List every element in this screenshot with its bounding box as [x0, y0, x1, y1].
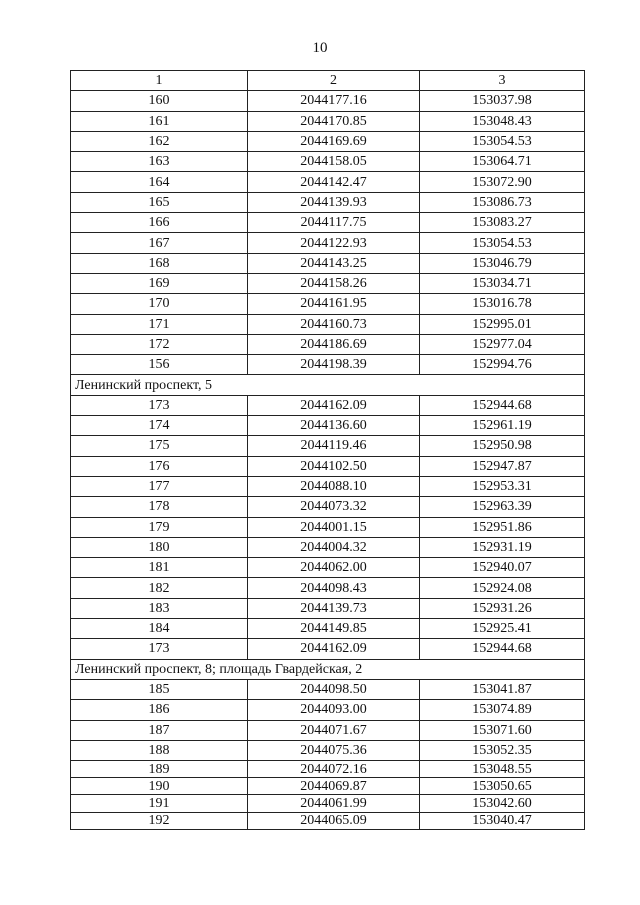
x-coordinate-cell: 2044102.50 — [248, 456, 420, 476]
y-coordinate-cell: 153064.71 — [420, 152, 585, 172]
point-number-cell: 173 — [71, 639, 248, 659]
point-number-cell: 189 — [71, 761, 248, 778]
table-row — [71, 294, 585, 314]
y-coordinate-cell: 152944.68 — [420, 639, 585, 659]
x-coordinate-cell: 2044098.50 — [248, 679, 420, 699]
x-coordinate-cell: 2044198.39 — [248, 355, 420, 375]
point-number-cell: 188 — [71, 740, 248, 760]
table-row — [71, 131, 585, 151]
y-coordinate-cell: 153040.47 — [420, 812, 585, 829]
y-coordinate-cell: 153054.53 — [420, 131, 585, 151]
table-row — [71, 416, 585, 436]
section-title-row — [71, 375, 585, 395]
point-number-cell: 180 — [71, 537, 248, 557]
table-header-row — [71, 71, 585, 91]
y-coordinate-cell: 152931.19 — [420, 537, 585, 557]
point-number-cell: 165 — [71, 192, 248, 212]
x-coordinate-cell: 2044071.67 — [248, 720, 420, 740]
point-number-cell: 160 — [71, 91, 248, 111]
x-coordinate-cell: 2044170.85 — [248, 111, 420, 131]
point-number-cell: 161 — [71, 111, 248, 131]
y-coordinate-cell: 153034.71 — [420, 273, 585, 293]
point-number-cell: 182 — [71, 578, 248, 598]
x-coordinate-cell: 2044186.69 — [248, 334, 420, 354]
y-coordinate-cell: 153083.27 — [420, 213, 585, 233]
point-number-cell: 172 — [71, 334, 248, 354]
table-row — [71, 578, 585, 598]
y-coordinate-cell: 152963.39 — [420, 497, 585, 517]
x-coordinate-cell: 2044065.09 — [248, 812, 420, 829]
table-row — [71, 273, 585, 293]
x-coordinate-cell: 2044162.09 — [248, 639, 420, 659]
y-coordinate-cell: 152947.87 — [420, 456, 585, 476]
x-coordinate-cell: 2044093.00 — [248, 700, 420, 720]
table-row — [71, 111, 585, 131]
column-header: 3 — [420, 71, 585, 91]
x-coordinate-cell: 2044158.05 — [248, 152, 420, 172]
y-coordinate-cell: 152994.76 — [420, 355, 585, 375]
point-number-cell: 192 — [71, 812, 248, 829]
y-coordinate-cell: 153042.60 — [420, 795, 585, 812]
table-row — [71, 619, 585, 639]
point-number-cell: 170 — [71, 294, 248, 314]
table-row — [71, 778, 585, 795]
y-coordinate-cell: 152950.98 — [420, 436, 585, 456]
point-number-cell: 184 — [71, 619, 248, 639]
x-coordinate-cell: 2044177.16 — [248, 91, 420, 111]
table-row — [71, 395, 585, 415]
y-coordinate-cell: 152931.26 — [420, 598, 585, 618]
table-row — [71, 192, 585, 212]
table-row — [71, 152, 585, 172]
x-coordinate-cell: 2044136.60 — [248, 416, 420, 436]
y-coordinate-cell: 153074.89 — [420, 700, 585, 720]
x-coordinate-cell: 2044143.25 — [248, 253, 420, 273]
x-coordinate-cell: 2044073.32 — [248, 497, 420, 517]
table-row — [71, 334, 585, 354]
y-coordinate-cell: 153086.73 — [420, 192, 585, 212]
y-coordinate-cell: 152925.41 — [420, 619, 585, 639]
x-coordinate-cell: 2044075.36 — [248, 740, 420, 760]
y-coordinate-cell: 153072.90 — [420, 172, 585, 192]
y-coordinate-cell: 153048.55 — [420, 761, 585, 778]
y-coordinate-cell: 152951.86 — [420, 517, 585, 537]
y-coordinate-cell: 153046.79 — [420, 253, 585, 273]
y-coordinate-cell: 153016.78 — [420, 294, 585, 314]
point-number-cell: 174 — [71, 416, 248, 436]
table-row — [71, 537, 585, 557]
y-coordinate-cell: 153041.87 — [420, 679, 585, 699]
point-number-cell: 164 — [71, 172, 248, 192]
x-coordinate-cell: 2044001.15 — [248, 517, 420, 537]
table-row — [71, 91, 585, 111]
page-number: 10 — [312, 40, 328, 56]
y-coordinate-cell: 152944.68 — [420, 395, 585, 415]
y-coordinate-cell: 153048.43 — [420, 111, 585, 131]
table-row — [71, 679, 585, 699]
point-number-cell: 187 — [71, 720, 248, 740]
table-row — [71, 233, 585, 253]
point-number-cell: 167 — [71, 233, 248, 253]
point-number-cell: 169 — [71, 273, 248, 293]
x-coordinate-cell: 2044098.43 — [248, 578, 420, 598]
table-row — [71, 639, 585, 659]
table-row — [71, 172, 585, 192]
x-coordinate-cell: 2044119.46 — [248, 436, 420, 456]
table-row — [71, 253, 585, 273]
table-row — [71, 740, 585, 760]
point-number-cell: 171 — [71, 314, 248, 334]
table-row — [71, 476, 585, 496]
y-coordinate-cell: 153052.35 — [420, 740, 585, 760]
point-number-cell: 185 — [71, 679, 248, 699]
x-coordinate-cell: 2044088.10 — [248, 476, 420, 496]
table-row — [71, 700, 585, 720]
x-coordinate-cell: 2044160.73 — [248, 314, 420, 334]
x-coordinate-cell: 2044162.09 — [248, 395, 420, 415]
point-number-cell: 175 — [71, 436, 248, 456]
point-number-cell: 191 — [71, 795, 248, 812]
x-coordinate-cell: 2044072.16 — [248, 761, 420, 778]
point-number-cell: 178 — [71, 497, 248, 517]
table-row — [71, 720, 585, 740]
table-row — [71, 517, 585, 537]
x-coordinate-cell: 2044122.93 — [248, 233, 420, 253]
point-number-cell: 190 — [71, 778, 248, 795]
y-coordinate-cell: 152953.31 — [420, 476, 585, 496]
table-row — [71, 598, 585, 618]
y-coordinate-cell: 152940.07 — [420, 558, 585, 578]
y-coordinate-cell: 152977.04 — [420, 334, 585, 354]
table-row — [71, 812, 585, 829]
y-coordinate-cell: 152961.19 — [420, 416, 585, 436]
x-coordinate-cell: 2044139.73 — [248, 598, 420, 618]
y-coordinate-cell: 152924.08 — [420, 578, 585, 598]
y-coordinate-cell: 153054.53 — [420, 233, 585, 253]
table-row — [71, 558, 585, 578]
x-coordinate-cell: 2044142.47 — [248, 172, 420, 192]
x-coordinate-cell: 2044117.75 — [248, 213, 420, 233]
x-coordinate-cell: 2044169.69 — [248, 131, 420, 151]
x-coordinate-cell: 2044139.93 — [248, 192, 420, 212]
section-title-row — [71, 659, 585, 679]
table-row — [71, 355, 585, 375]
section-title: Ленинский проспект, 8; площадь Гвардейская, 2 — [71, 659, 585, 679]
section-title: Ленинский проспект, 5 — [71, 375, 585, 395]
x-coordinate-cell: 2044062.00 — [248, 558, 420, 578]
table-row — [71, 213, 585, 233]
table-row — [71, 456, 585, 476]
x-coordinate-cell: 2044161.95 — [248, 294, 420, 314]
y-coordinate-cell: 153071.60 — [420, 720, 585, 740]
x-coordinate-cell: 2044004.32 — [248, 537, 420, 557]
point-number-cell: 176 — [71, 456, 248, 476]
column-header: 2 — [248, 71, 420, 91]
point-number-cell: 162 — [71, 131, 248, 151]
x-coordinate-cell: 2044158.26 — [248, 273, 420, 293]
table-row — [71, 761, 585, 778]
point-number-cell: 177 — [71, 476, 248, 496]
point-number-cell: 186 — [71, 700, 248, 720]
point-number-cell: 156 — [71, 355, 248, 375]
table-row — [71, 436, 585, 456]
x-coordinate-cell: 2044061.99 — [248, 795, 420, 812]
point-number-cell: 181 — [71, 558, 248, 578]
column-header: 1 — [71, 71, 248, 91]
coordinates-table — [70, 70, 585, 830]
point-number-cell: 166 — [71, 213, 248, 233]
point-number-cell: 173 — [71, 395, 248, 415]
coordinates-table-body — [71, 71, 585, 830]
point-number-cell: 163 — [71, 152, 248, 172]
y-coordinate-cell: 152995.01 — [420, 314, 585, 334]
point-number-cell: 183 — [71, 598, 248, 618]
point-number-cell: 168 — [71, 253, 248, 273]
y-coordinate-cell: 153050.65 — [420, 778, 585, 795]
table-row — [71, 795, 585, 812]
x-coordinate-cell: 2044149.85 — [248, 619, 420, 639]
table-row — [71, 314, 585, 334]
table-row — [71, 497, 585, 517]
y-coordinate-cell: 153037.98 — [420, 91, 585, 111]
point-number-cell: 179 — [71, 517, 248, 537]
x-coordinate-cell: 2044069.87 — [248, 778, 420, 795]
